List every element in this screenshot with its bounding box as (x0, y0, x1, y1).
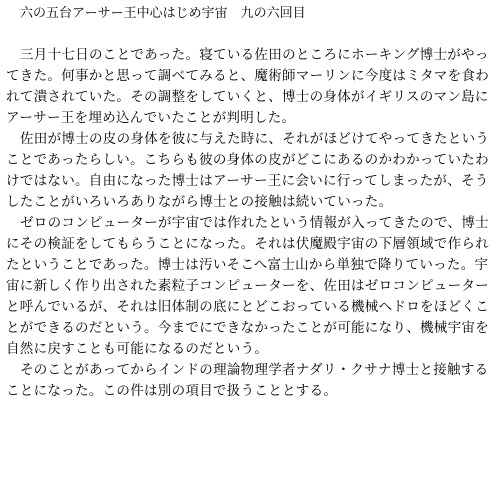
paragraph: ゼロのコンピューターが宇宙では作れたという情報が入ってきたので、博士にその検証をしてもらうことになった。それは伏魔殿宇宙の下層領域で作られたということであった。博士は汚いそこへ富士山から単独で降りていった。宇宙に新しく作り出された素粒子コンピューターを、佐田はゼロコンピューターと呼んでいるが、それは旧体制の底にとどこおっている機械へドロをほどくことができるのだという。今までにできなかったことが可能になり、機械宇宙を自然に戻すことも可能になるのだという。 (6, 215, 489, 357)
paragraph: 三月十七日のことであった。寝ている佐田のところにホーキング博士がやってきた。何事かと思って調べてみると、魔術師マーリンに今度はミタマを食われて潰されていた。その調整をしていくと、博士の身体がイギリスのマン島にアーサー王を埋め込んでいたことが判明した。 (6, 47, 489, 126)
paragraph: 佐田が博士の皮の身体を彼に与えた時に、それがほどけてやってきたということであったらしい。こちらも彼の身体の皮がどこにあるのかわかっていたわけではない。自由になった博士はアーサー王に会いに行ってしまったが、そうしたことがいろいろありながら博士との接触は続いていった。 (6, 131, 490, 210)
paragraph: そのことがあってからインドの理論物理学者ナダリ・クサナ博士と接触することになった。この件は別の項目で扱うこととする。 (6, 362, 489, 399)
document-body (6, 45, 494, 402)
document-title: 六の五台アーサー王中心はじめ宇宙 九の六回目 (20, 6, 306, 21)
